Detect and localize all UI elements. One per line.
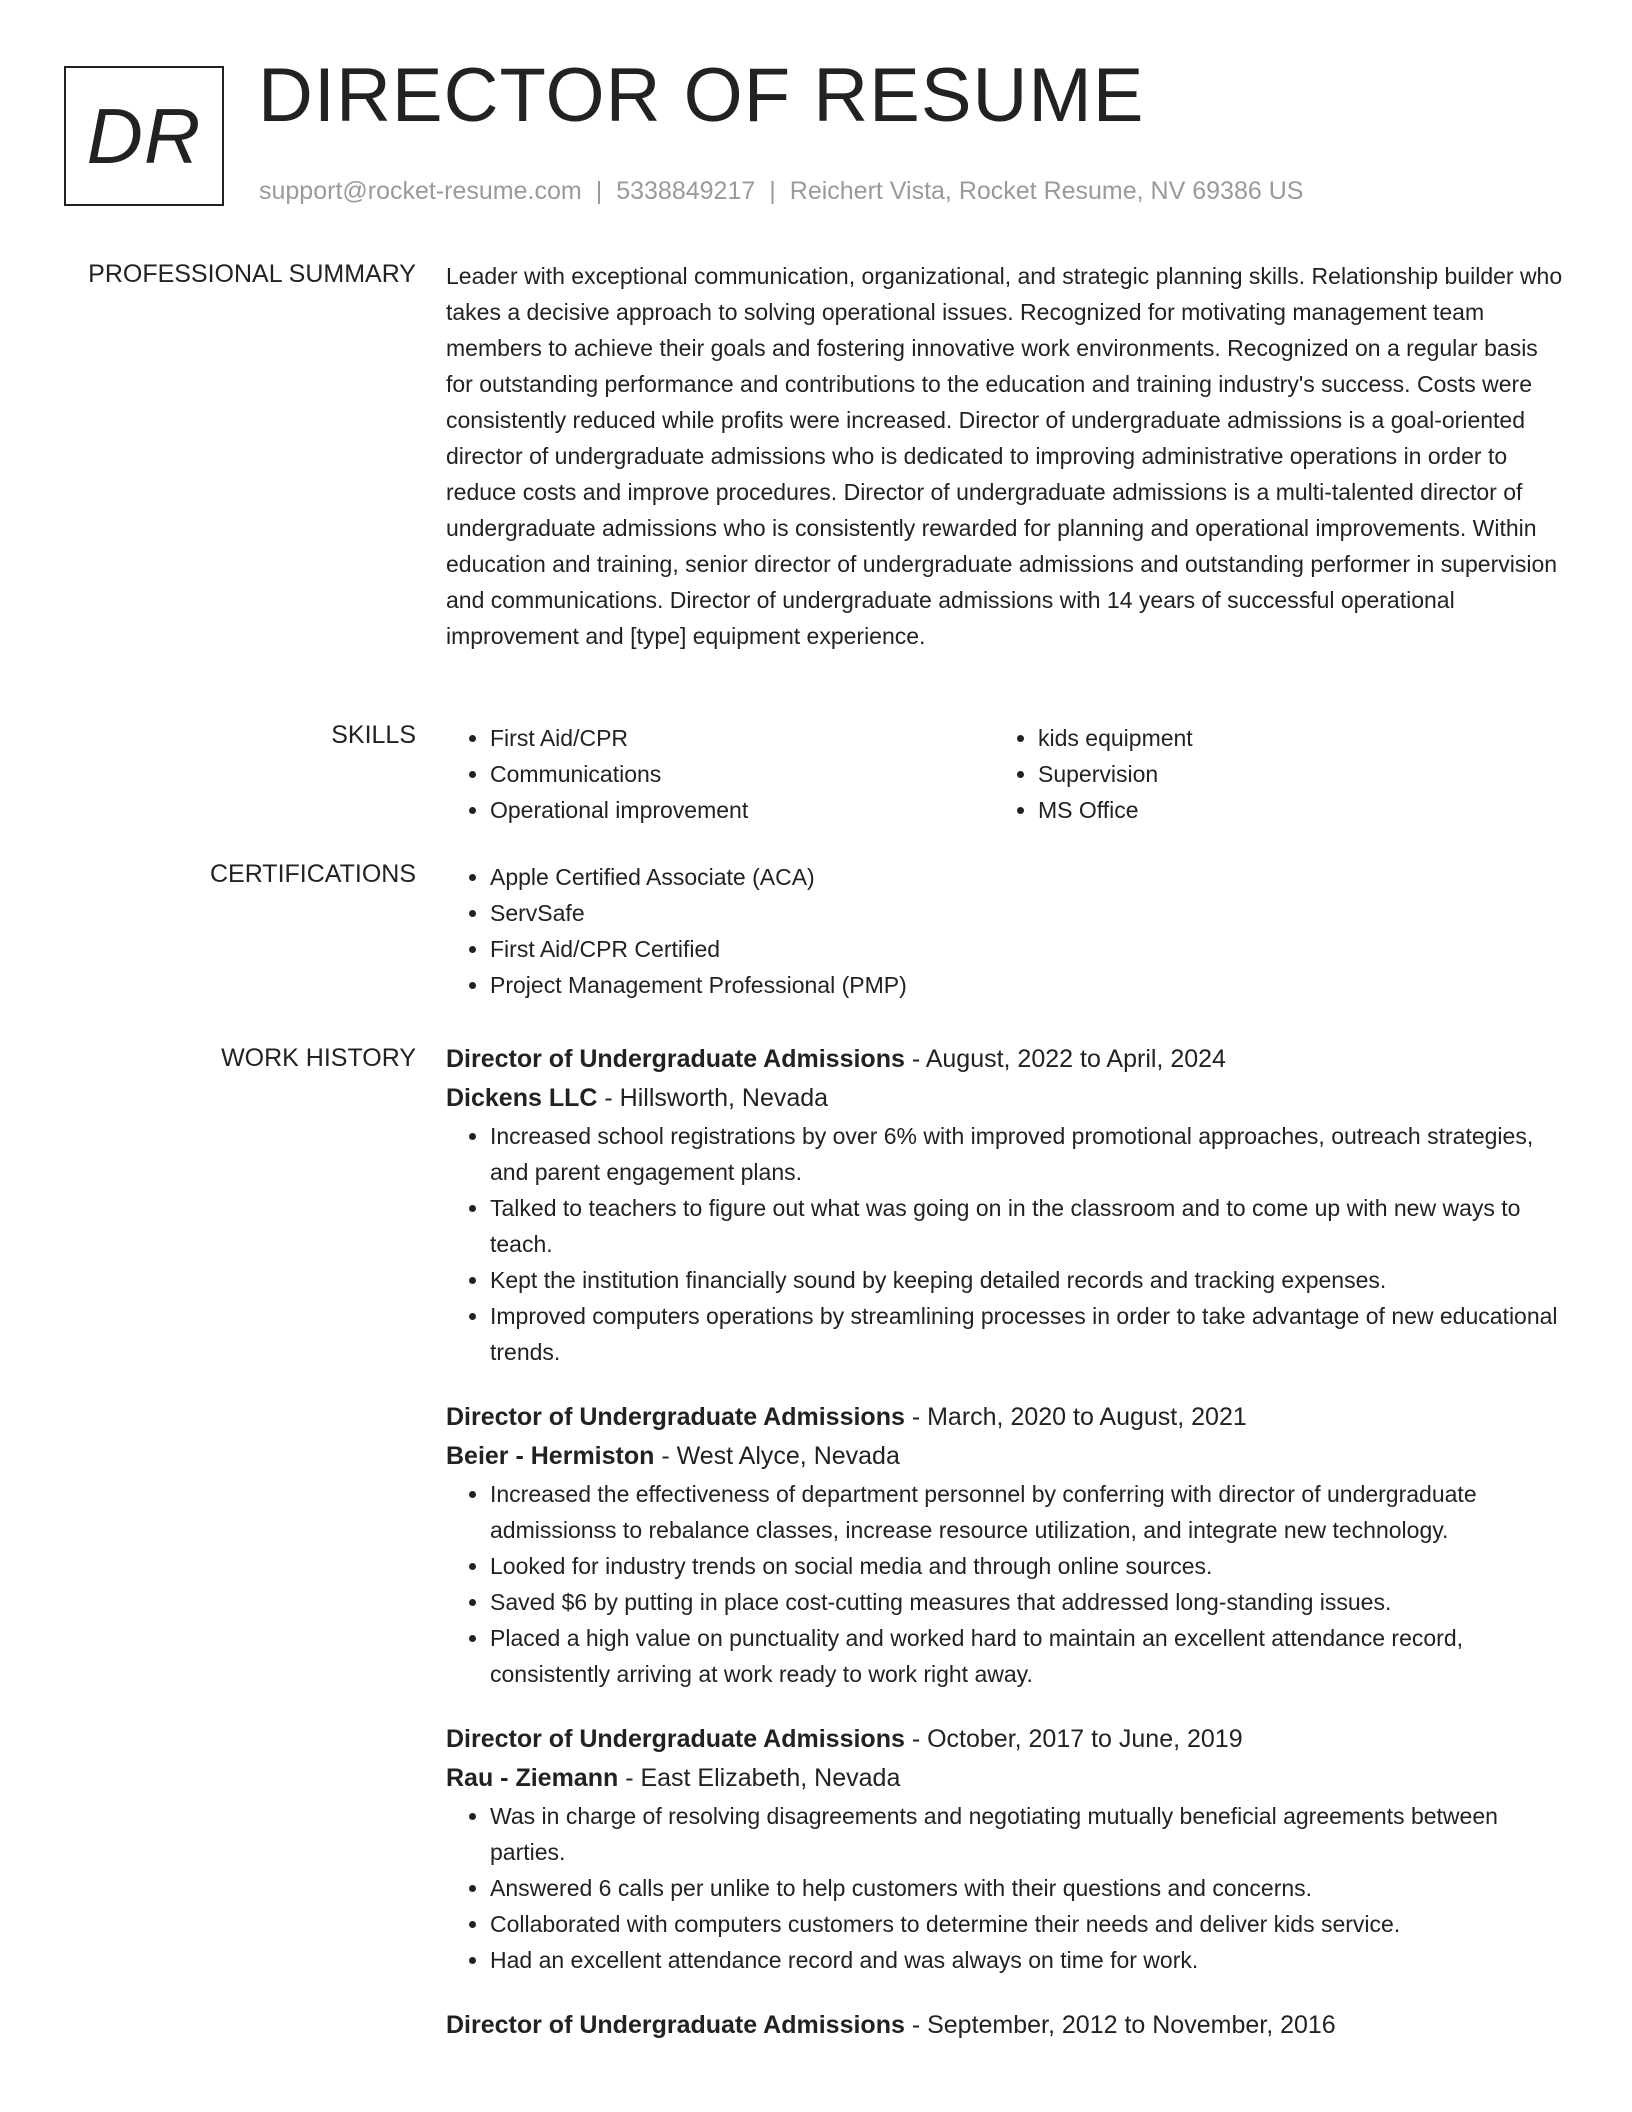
job-dates: - March, 2020 to August, 2021: [904, 1403, 1247, 1431]
skill-item: • Supervision: [1038, 756, 1542, 792]
job-bullet: • Was in charge of resolving disagreements and negotiating mutually beneficial agreements between parties.: [490, 1798, 1566, 1870]
job-bullet: • Saved $6 by putting in place cost-cutting measures that addressed long-standing issues.: [490, 1584, 1566, 1620]
job-bullet: • Placed a high value on punctuality and worked hard to maintain an excellent attendance record, consistently arriving at work ready to work right away.: [490, 1620, 1566, 1692]
certification-item: • Apple Certified Associate (ACA): [490, 859, 1566, 895]
job-title-line: [446, 1040, 1566, 1079]
skills-column-right: [994, 720, 1542, 828]
contact-line: [259, 176, 1303, 206]
job-company: Dickens LLC: [446, 1084, 598, 1112]
skills-section: [446, 720, 1566, 828]
job-bullet: • Looked for industry trends on social media and through online sources.: [490, 1548, 1566, 1584]
job-entry: [446, 1040, 1566, 1370]
job-company-line: [446, 1437, 1566, 1476]
job-entry: [446, 1398, 1566, 1692]
skill-item: • First Aid/CPR: [490, 720, 994, 756]
job-bullet: • Increased the effectiveness of department personnel by conferring with director of undergraduate admissionss to rebalance classes, increase resource utilization, and integrate new technology.: [490, 1476, 1566, 1548]
skill-item: • MS Office: [1038, 792, 1542, 828]
job-bullet: • Improved computers operations by streamlining processes in order to take advantage of new educational trends.: [490, 1298, 1566, 1370]
job-title: Director of Undergraduate Admissions: [446, 2011, 905, 2039]
skills-section-label: SKILLS: [331, 721, 416, 749]
job-title: Director of Undergraduate Admissions: [446, 1403, 905, 1431]
job-bullet-list: [446, 1798, 1566, 1978]
job-entry: [446, 2006, 1566, 2045]
contact-phone: 5338849217: [616, 177, 756, 205]
work-history-section-label: WORK HISTORY: [221, 1044, 416, 1072]
job-title-line: [446, 1720, 1566, 1759]
job-bullet: • Kept the institution financially sound by keeping detailed records and tracking expenses.: [490, 1262, 1566, 1298]
job-entry: [446, 1720, 1566, 1978]
monogram-logo: [64, 66, 224, 206]
job-bullet-list: [446, 1476, 1566, 1692]
job-bullet-list: [446, 1118, 1566, 1370]
job-dates: - August, 2022 to April, 2024: [904, 1045, 1226, 1073]
job-title: Director of Undergraduate Admissions: [446, 1045, 905, 1073]
certification-item: • First Aid/CPR Certified: [490, 931, 1566, 967]
skill-item: • Communications: [490, 756, 994, 792]
contact-email: support@rocket-resume.com: [259, 177, 582, 205]
job-bullet: • Had an excellent attendance record and was always on time for work.: [490, 1942, 1566, 1978]
certifications-section-label: CERTIFICATIONS: [209, 860, 416, 888]
job-title-line: [446, 1398, 1566, 1437]
summary-text: Leader with exceptional communication, organizational, and strategic planning skills. Relationship builder who takes a decisive approach to solving operational issues. Recognized for motivating management team members to achieve their goals and fostering innovative work environments. Recognized on a regular basis for outstanding performance and contributions to the education and training industry's success. Costs were consistently reduced while profits were increased. Director of undergraduate admissions is a goal-oriented director of undergraduate admissions who is dedicated to improving administrative operations in order to reduce costs and improve procedures. Director of undergraduate admissions is a multi-talented director of undergraduate admissions who is consistently rewarded for planning and operational improvements. Within education and training, senior director of undergraduate admissions and outstanding performer in supervision and communications. Director of undergraduate admissions with 14 years of successful operational improvement and [type] equipment experience.: [446, 263, 1563, 649]
job-company: Rau - Ziemann: [446, 1764, 619, 1792]
work-history-section: [446, 1040, 1566, 2073]
certification-item: • Project Management Professional (PMP): [490, 967, 1566, 1003]
job-bullet: • Answered 6 calls per unlike to help customers with their questions and concerns.: [490, 1870, 1566, 1906]
job-title: Director of Undergraduate Admissions: [446, 1725, 905, 1753]
contact-separator: |: [595, 177, 603, 205]
job-dates: - September, 2012 to November, 2016: [904, 2011, 1336, 2039]
job-company-line: [446, 1759, 1566, 1798]
contact-separator: |: [769, 177, 776, 205]
job-dates: - October, 2017 to June, 2019: [904, 1725, 1243, 1753]
job-bullet: • Talked to teachers to figure out what was going on in the classroom and to come up with new ways to teach.: [490, 1190, 1566, 1262]
candidate-name: DIRECTOR OF RESUME: [258, 53, 1145, 138]
job-bullet: • Collaborated with computers customers to determine their needs and deliver kids service.: [490, 1906, 1566, 1942]
job-company-line: [446, 1079, 1566, 1118]
job-title-line: [446, 2006, 1566, 2045]
certification-item: • ServSafe: [490, 895, 1566, 931]
certifications-section: [446, 859, 1566, 1003]
summary-section-label: PROFESSIONAL SUMMARY: [88, 260, 416, 288]
job-location: - East Elizabeth, Nevada: [618, 1764, 901, 1792]
job-bullet: • Increased school registrations by over 6% with improved promotional approaches, outreach strategies, and parent engagement plans.: [490, 1118, 1566, 1190]
summary-section: [446, 258, 1566, 654]
skill-item: • Operational improvement: [490, 792, 994, 828]
job-location: - Hillsworth, Nevada: [597, 1084, 829, 1112]
job-company: Beier - Hermiston: [446, 1442, 655, 1470]
contact-address: Reichert Vista, Rocket Resume, NV 69386 US: [789, 177, 1304, 205]
skill-item: • kids equipment: [1038, 720, 1542, 756]
monogram-initials: DR: [86, 91, 202, 180]
skills-column-left: [446, 720, 994, 828]
job-location: - West Alyce, Nevada: [654, 1442, 900, 1470]
